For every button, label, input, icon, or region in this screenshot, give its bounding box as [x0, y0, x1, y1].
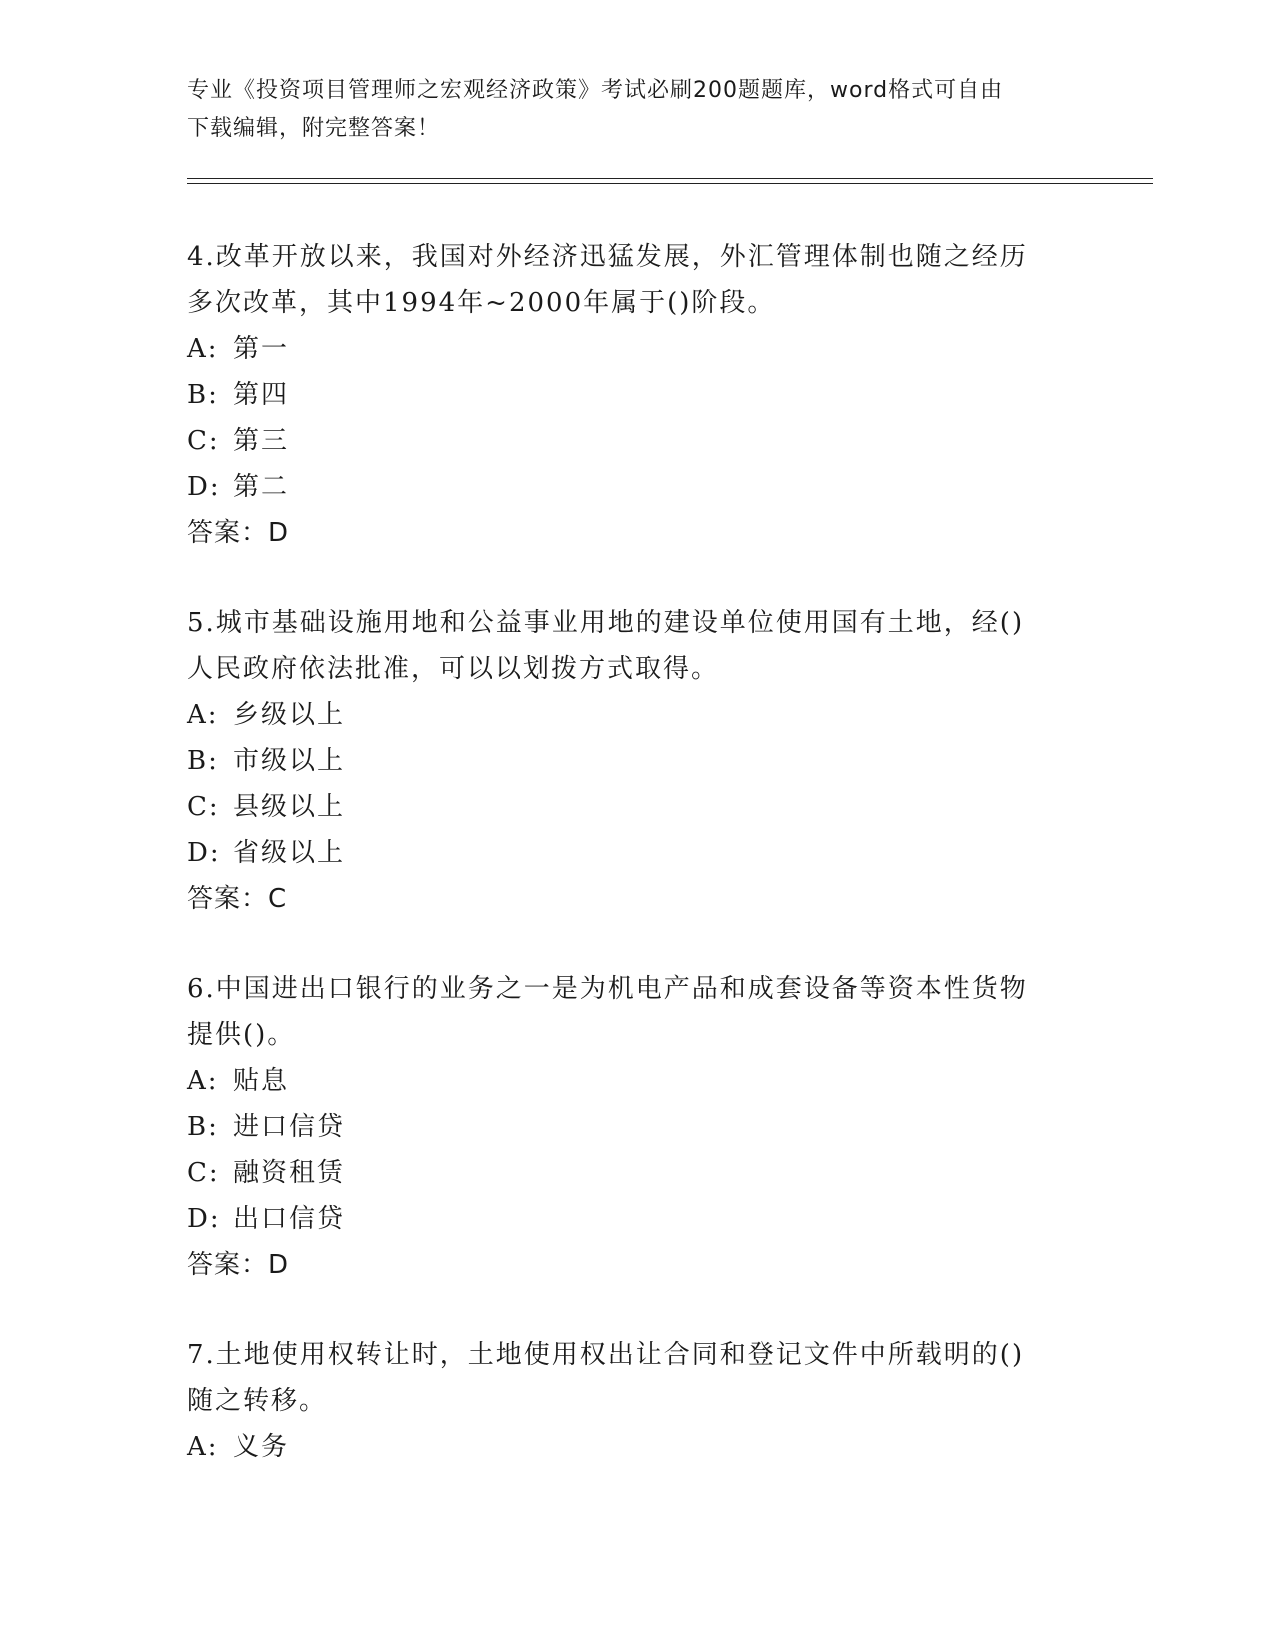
question-stem-line: 5.城市基础设施用地和公益事业用地的建设单位使用国有土地，经()	[187, 608, 1025, 638]
header-line-2: 下载编辑，附完整答案！	[187, 116, 441, 141]
option-b	[187, 372, 1067, 418]
option-a	[187, 326, 1067, 372]
question-stem-line: 人民政府依法批准，可以以划拨方式取得。	[187, 654, 720, 684]
option-letter: B:	[187, 1112, 219, 1142]
question-5	[187, 600, 1067, 922]
option-a	[187, 1058, 1067, 1104]
option-letter: D:	[187, 838, 221, 868]
option-text: 县级以上	[233, 792, 346, 822]
question-4	[187, 234, 1067, 556]
option-d	[187, 830, 1067, 876]
option-text: 出口信贷	[233, 1204, 346, 1234]
option-text: 贴息	[233, 1066, 290, 1096]
option-letter: C:	[187, 1158, 220, 1188]
question-stem-line: 7.土地使用权转让时，土地使用权出让合同和登记文件中所载明的()	[187, 1340, 1025, 1370]
option-a	[187, 1424, 1067, 1470]
option-text: 义务	[233, 1432, 290, 1462]
question-stem-line: 随之转移。	[187, 1386, 328, 1416]
option-a	[187, 692, 1067, 738]
option-c	[187, 1150, 1067, 1196]
option-letter: D:	[187, 1204, 221, 1234]
answer-line: 答案：D	[187, 1250, 290, 1280]
option-letter: A:	[187, 1066, 219, 1096]
answer-line: 答案：C	[187, 884, 288, 914]
option-b	[187, 1104, 1067, 1150]
header-line-1: 专业《投资项目管理师之宏观经济政策》考试必刷200题题库，word格式可自由	[187, 78, 1004, 103]
option-letter: A:	[187, 334, 219, 364]
option-text: 融资租赁	[233, 1158, 346, 1188]
option-letter: A:	[187, 700, 219, 730]
option-letter: C:	[187, 792, 220, 822]
option-letter: C:	[187, 426, 220, 456]
option-text: 第三	[233, 426, 290, 456]
question-6	[187, 966, 1067, 1288]
question-stem-line: 多次改革，其中1994年~2000年属于()阶段。	[187, 288, 776, 318]
option-letter: A:	[187, 1432, 219, 1462]
option-text: 市级以上	[233, 746, 346, 776]
question-stem-line: 6.中国进出口银行的业务之一是为机电产品和成套设备等资本性货物	[187, 974, 1028, 1004]
header-divider-top	[187, 178, 1153, 179]
option-text: 省级以上	[233, 838, 346, 868]
option-c	[187, 784, 1067, 830]
document-header	[187, 72, 1067, 148]
option-d	[187, 1196, 1067, 1242]
option-text: 第二	[233, 472, 290, 502]
option-c	[187, 418, 1067, 464]
question-stem-line: 4.改革开放以来，我国对外经济迅猛发展，外汇管理体制也随之经历	[187, 242, 1028, 272]
option-letter: B:	[187, 746, 219, 776]
question-stem-line: 提供()。	[187, 1020, 296, 1050]
answer-line: 答案：D	[187, 518, 290, 548]
option-b	[187, 738, 1067, 784]
option-text: 第一	[233, 334, 290, 364]
option-text: 乡级以上	[233, 700, 346, 730]
option-letter: D:	[187, 472, 221, 502]
header-divider-bottom	[187, 183, 1153, 184]
option-text: 进口信贷	[233, 1112, 346, 1142]
question-7	[187, 1332, 1067, 1470]
option-text: 第四	[233, 380, 290, 410]
option-letter: B:	[187, 380, 219, 410]
option-d	[187, 464, 1067, 510]
